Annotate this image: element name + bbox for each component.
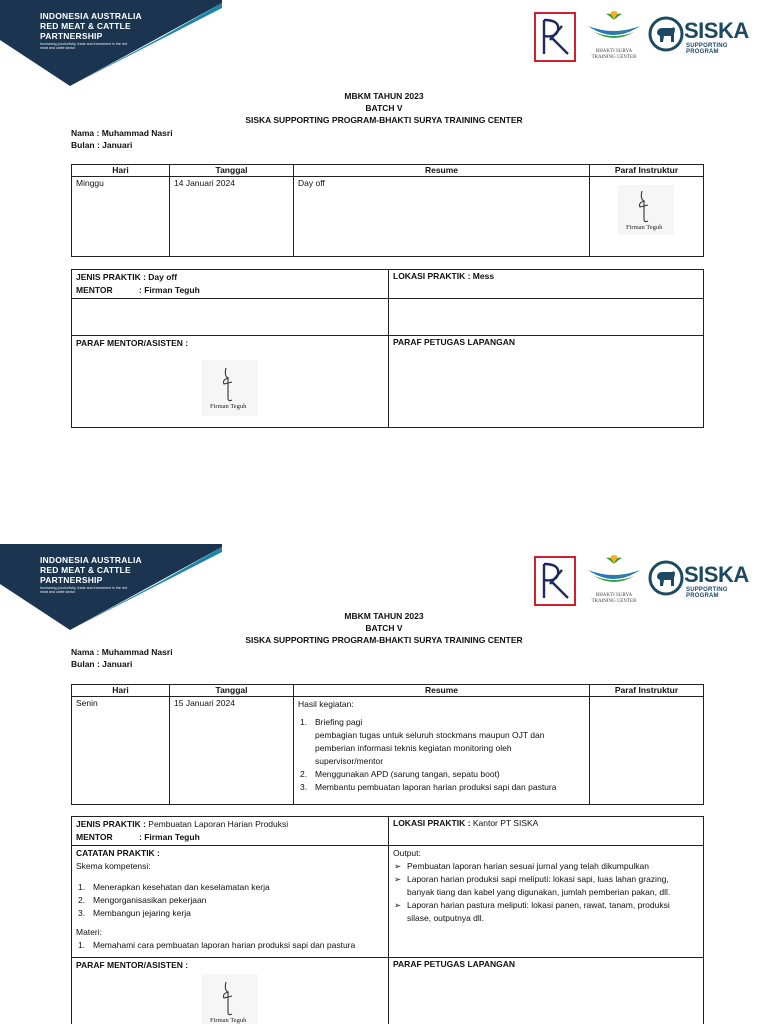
- cell-resume: Day off: [294, 177, 590, 257]
- cell-resume: [294, 697, 590, 805]
- lokasi-praktik-label: LOKASI PRAKTIK :: [393, 818, 471, 828]
- cell-paraf: [590, 177, 704, 257]
- mentor-signature-image: [202, 974, 258, 1024]
- mentor-value: : Firman Teguh: [139, 832, 200, 842]
- heading-line-3: SISKA SUPPORTING PROGRAM-BHAKTI SURYA TRAINING CENTER: [245, 635, 523, 645]
- cell-paraf: [590, 697, 704, 805]
- list-item: ➢ Laporan harian produksi sapi meliputi: lokasi sapi, luas lahan grazing, banyak tiang dan kabel yang digunakan, jumlah pemberian pakan, dll.: [394, 874, 671, 897]
- mentor-signature-caption: Firman Teguh: [210, 1017, 247, 1024]
- list-item: ➢ Pembuatan laporan harian sesuai jurnal yang telah dikumpulkan: [394, 861, 649, 871]
- mentor-signature-image: [202, 360, 258, 416]
- heading-line-2: BATCH V: [365, 103, 403, 113]
- list-item: 3. Membantu pembuatan laporan harian produksi sapi dan pastura: [300, 782, 557, 792]
- jenis-mentor-cell: [72, 817, 389, 846]
- heading-line-3: SISKA SUPPORTING PROGRAM-BHAKTI SURYA TRAINING CENTER: [245, 115, 523, 125]
- bsc-caption-1: BHAKTI SURYA: [595, 593, 633, 598]
- banner-line-2: RED MEAT & CATTLE: [40, 21, 131, 31]
- list-item: 1. Briefing pagi pembagian tugas untuk seluruh stockmans maupun OJT dan pemberian informasi teknis kegiatan monitoring oleh supervisor/mentor: [300, 717, 545, 766]
- jenis-mentor-cell: [72, 270, 389, 299]
- col-hari: Hari: [72, 165, 170, 177]
- pk-logo: [534, 556, 576, 606]
- siska-logo: [648, 14, 752, 54]
- siska-logo: [648, 558, 752, 598]
- catatan-label: CATATAN PRAKTIK :: [76, 848, 160, 858]
- mentor-signature-caption: Firman Teguh: [210, 403, 247, 410]
- iacp-banner: [0, 0, 230, 86]
- col-paraf: Paraf Instruktur: [590, 165, 704, 177]
- output-cell: [389, 846, 704, 958]
- list-item: 1. Menerapkan kesehatan dan keselamatan kerja: [78, 882, 270, 892]
- mentor-value: : Firman Teguh: [139, 285, 200, 295]
- banner-line-2: RED MEAT & CATTLE: [40, 565, 131, 575]
- bulan-line: Bulan : Januari: [71, 140, 133, 150]
- table-row: [72, 697, 704, 805]
- jenis-praktik-label: JENIS PRAKTIK :: [76, 819, 146, 829]
- hasil-kegiatan-label: Hasil kegiatan:: [298, 699, 354, 709]
- jenis-praktik-value: Pembuatan Laporan Harian Produksi: [148, 819, 289, 829]
- col-paraf: Paraf Instruktur: [590, 685, 704, 697]
- paraf-mentor-cell: [72, 336, 389, 428]
- paraf-petugas-label: PARAF PETUGAS LAPANGAN: [389, 958, 704, 1024]
- paraf-mentor-label: PARAF MENTOR/ASISTEN :: [76, 960, 189, 970]
- banner-line-1: INDONESIA AUSTRALIA: [40, 11, 142, 21]
- paraf-petugas-label: PARAF PETUGAS LAPANGAN: [389, 336, 704, 428]
- skema-label: Skema kompetensi:: [76, 861, 151, 871]
- blank-cell-left: [72, 299, 389, 336]
- cell-tanggal: 14 Januari 2024: [170, 177, 294, 257]
- banner-tagline: Increasing productivity, trade and investment in the red meat and cattle sector: [40, 586, 128, 595]
- lokasi-praktik-value: Kantor PT SISKA: [472, 818, 539, 828]
- catatan-cell: [72, 846, 389, 958]
- col-tanggal: Tanggal: [170, 165, 294, 177]
- col-resume: Resume: [294, 165, 590, 177]
- daily-log-table: [71, 684, 704, 805]
- activity-list: [298, 716, 585, 794]
- heading-line-2: BATCH V: [365, 623, 403, 633]
- bsc-caption-1: BHAKTI SURYA: [595, 49, 633, 54]
- nama-line: Nama : Muhammad Nasri: [71, 128, 173, 138]
- heading-line-1: MBKM TAHUN 2023: [344, 611, 424, 621]
- lokasi-praktik: LOKASI PRAKTIK : Mess: [389, 270, 704, 299]
- bsc-caption-2: TRAINING CENTER: [591, 599, 637, 604]
- page-2: [0, 544, 768, 1024]
- nama-line: Nama : Muhammad Nasri: [71, 647, 173, 657]
- banner-line-1: INDONESIA AUSTRALIA: [40, 555, 142, 565]
- student-meta: [71, 646, 173, 670]
- col-hari: Hari: [72, 685, 170, 697]
- blank-cell-right: [389, 299, 704, 336]
- signature-caption: Firman Teguh: [626, 224, 663, 231]
- mentor-label: MENTOR: [76, 832, 113, 842]
- list-item: ➢ Laporan harian pastura meliputi: lokasi panen, rawat, tanam, produksi silase, outputnya dll.: [394, 900, 670, 923]
- materi-label: Materi:: [76, 927, 102, 937]
- cell-hari: Senin: [72, 697, 170, 805]
- siska-wordmark: SISKA: [684, 562, 749, 587]
- signature-image: [618, 185, 674, 235]
- paraf-mentor-cell: [72, 958, 389, 1024]
- bhakti-surya-logo: [584, 552, 644, 606]
- arrow-bullet-icon: ➢: [394, 861, 402, 871]
- list-item: 2. Menggunakan APD (sarung tangan, sepatu boot): [300, 769, 500, 779]
- cell-tanggal: 15 Januari 2024: [170, 697, 294, 805]
- materi-list: [76, 939, 384, 952]
- output-list: [393, 860, 699, 925]
- col-tanggal: Tanggal: [170, 685, 294, 697]
- arrow-bullet-icon: ➢: [394, 900, 402, 910]
- banner-tagline: Increasing productivity, trade and investment in the red meat and cattle sector: [40, 42, 128, 51]
- practice-table: [71, 816, 704, 1024]
- paraf-mentor-label: PARAF MENTOR/ASISTEN :: [76, 338, 189, 348]
- table-row: [72, 177, 704, 257]
- report-heading: [0, 610, 768, 646]
- page-gap: [0, 520, 768, 544]
- pk-logo: [534, 12, 576, 62]
- lokasi-cell: [389, 817, 704, 846]
- practice-table: [71, 269, 704, 428]
- kompetensi-list: [76, 881, 384, 920]
- list-item: 3. Membangun jejaring kerja: [78, 908, 191, 918]
- arrow-bullet-icon: ➢: [394, 874, 402, 884]
- cell-hari: Minggu: [72, 177, 170, 257]
- siska-subtitle: SUPPORTING PROGRAM: [686, 43, 728, 55]
- bhakti-surya-logo: [584, 8, 644, 62]
- mentor-label: MENTOR: [76, 285, 113, 295]
- siska-wordmark: SISKA: [684, 18, 749, 43]
- jenis-praktik: JENIS PRAKTIK : Day off: [76, 272, 178, 282]
- banner-line-3: PARTNERSHIP: [40, 31, 103, 41]
- daily-log-table: [71, 164, 704, 257]
- bulan-line: Bulan : Januari: [71, 659, 133, 669]
- list-item: 1. Memahami cara pembuatan laporan harian produksi sapi dan pastura: [78, 940, 356, 950]
- banner-line-3: PARTNERSHIP: [40, 575, 103, 585]
- output-label: Output:: [393, 848, 421, 858]
- bsc-caption-2: TRAINING CENTER: [591, 55, 637, 60]
- siska-subtitle: SUPPORTING PROGRAM: [686, 587, 728, 599]
- report-heading: [0, 90, 768, 126]
- list-item: 2. Mengorganisasikan pekerjaan: [78, 895, 207, 905]
- col-resume: Resume: [294, 685, 590, 697]
- heading-line-1: MBKM TAHUN 2023: [344, 91, 424, 101]
- student-meta: [71, 127, 173, 151]
